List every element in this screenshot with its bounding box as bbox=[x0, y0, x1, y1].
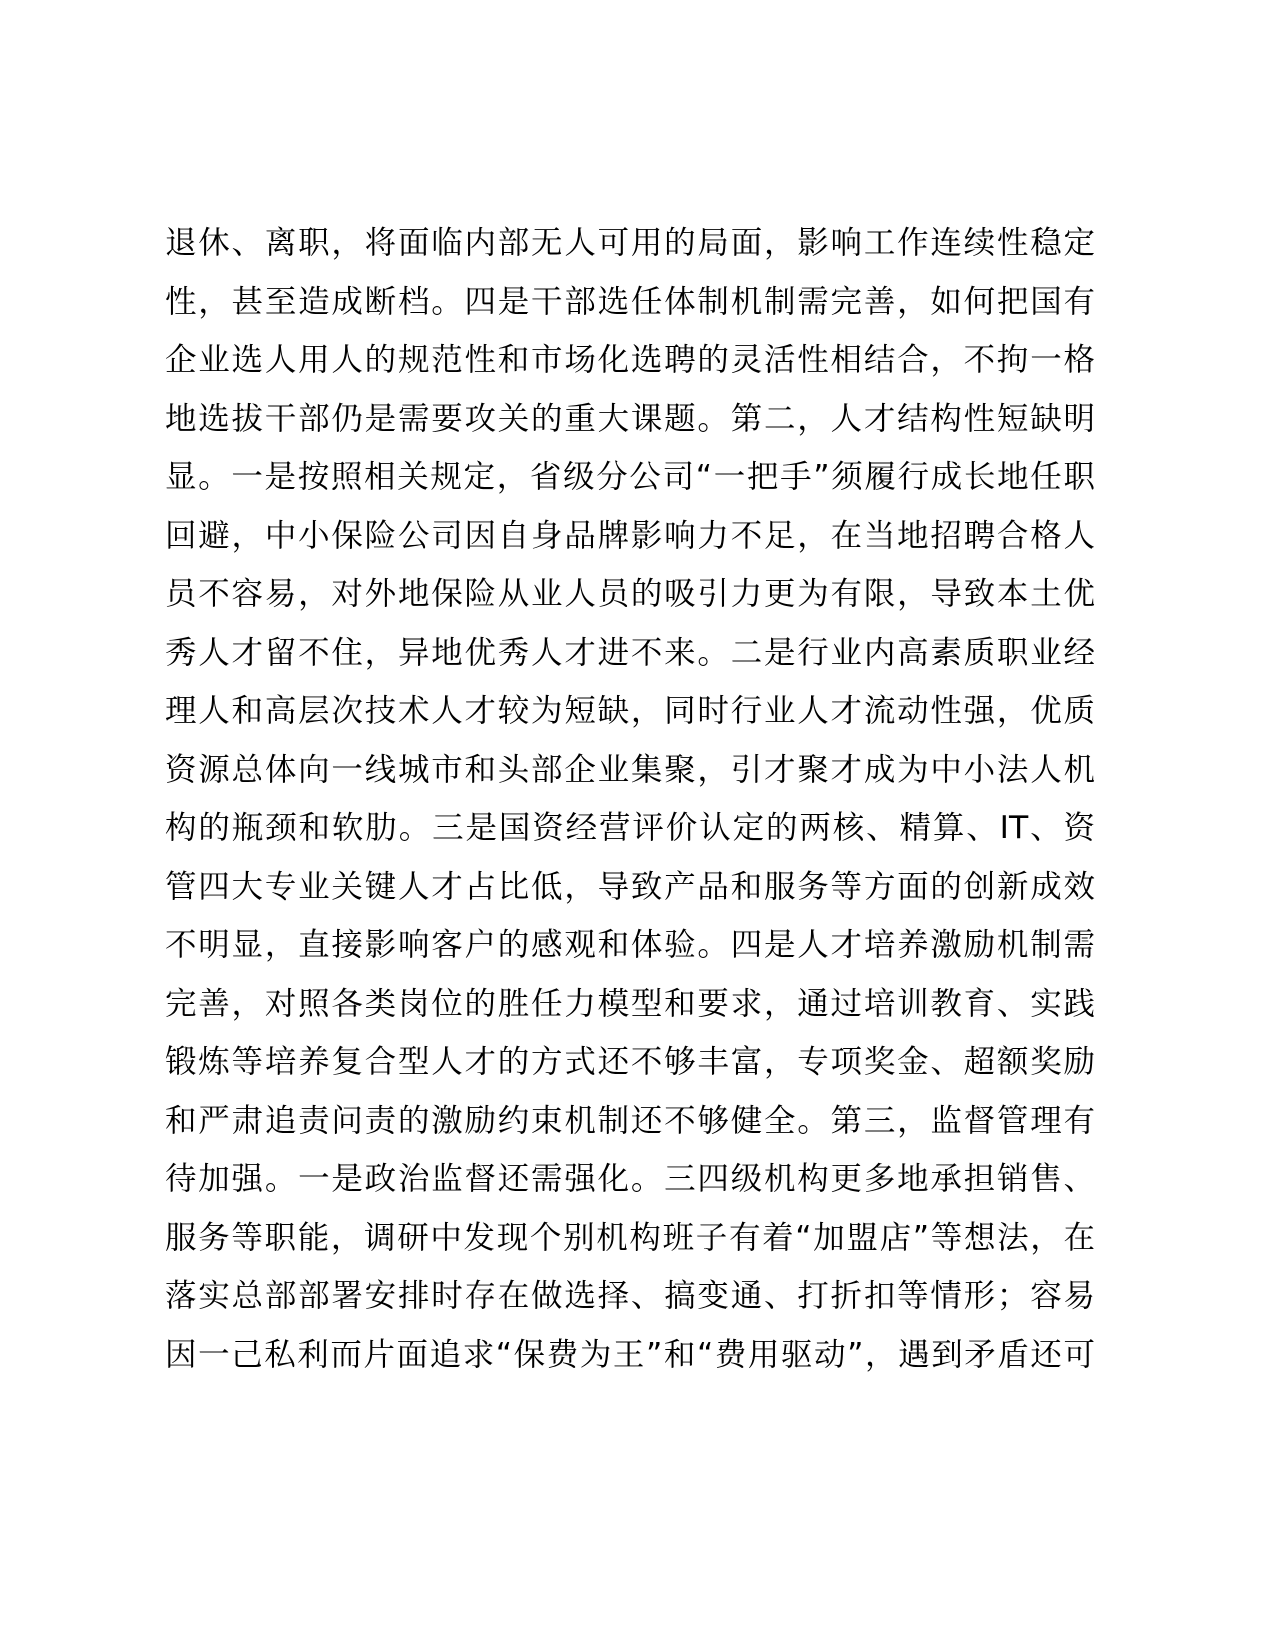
text-line: 锻炼等培养复合型人才的方式还不够丰富，专项奖金、超额奖励 bbox=[165, 1044, 1095, 1080]
text-line: 因一己私利而片面追求“保费为王”和“费用驱动”，遇到矛盾还可 bbox=[165, 1336, 1095, 1373]
text-line: 地选拔干部仍是需要攻关的重大课题。第二，人才结构性短缺明 bbox=[165, 400, 1095, 437]
text-line: 回避，中小保险公司因自身品牌影响力不足，在当地招聘合格人 bbox=[165, 517, 1095, 554]
text-line: 资源总体向一线城市和头部企业集聚，引才聚才成为中小法人机 bbox=[165, 751, 1095, 788]
text-line: 性，甚至造成断档。四是干部选任体制机制需完善，如何把国有 bbox=[165, 283, 1095, 320]
text-line: 秀人才留不住，异地优秀人才进不来。二是行业内高素质职业经 bbox=[165, 634, 1095, 671]
text-line: 服务等职能，调研中发现个别机构班子有着“加盟店”等想法，在 bbox=[165, 1219, 1095, 1256]
text-line: 员不容易，对外地保险从业人员的吸引力更为有限，导致本土优 bbox=[165, 576, 1095, 612]
text-line: 完善，对照各类岗位的胜任力模型和要求，通过培训教育、实践 bbox=[165, 985, 1095, 1022]
text-line: 和严肃追责问责的激励约束机制还不够健全。第三，监督管理有 bbox=[165, 1102, 1095, 1139]
text-line: 落实总部部署安排时存在做选择、搞变通、打折扣等情形；容易 bbox=[165, 1278, 1095, 1314]
text-line: 管四大专业关键人才占比低，导致产品和服务等方面的创新成效 bbox=[165, 868, 1095, 905]
text-line: 不明显，直接影响客户的感观和体验。四是人才培养激励机制需 bbox=[165, 927, 1095, 963]
text-line: 理人和高层次技术人才较为短缺，同时行业人才流动性强，优质 bbox=[165, 693, 1095, 729]
text-line: 待加强。一是政治监督还需强化。三四级机构更多地承担销售、 bbox=[165, 1161, 1095, 1197]
body-paragraph bbox=[165, 214, 1095, 1384]
text-line: 企业选人用人的规范性和市场化选聘的灵活性相结合，不拘一格 bbox=[165, 342, 1095, 378]
text-line: 退休、离职，将面临内部无人可用的局面，影响工作连续性稳定 bbox=[165, 225, 1095, 261]
text-line: 显。一是按照相关规定，省级分公司“一把手”须履行成长地任职 bbox=[165, 459, 1095, 495]
text-line: 构的瓶颈和软肋。三是国资经营评价认定的两核、精算、IT、资 bbox=[165, 810, 1095, 846]
